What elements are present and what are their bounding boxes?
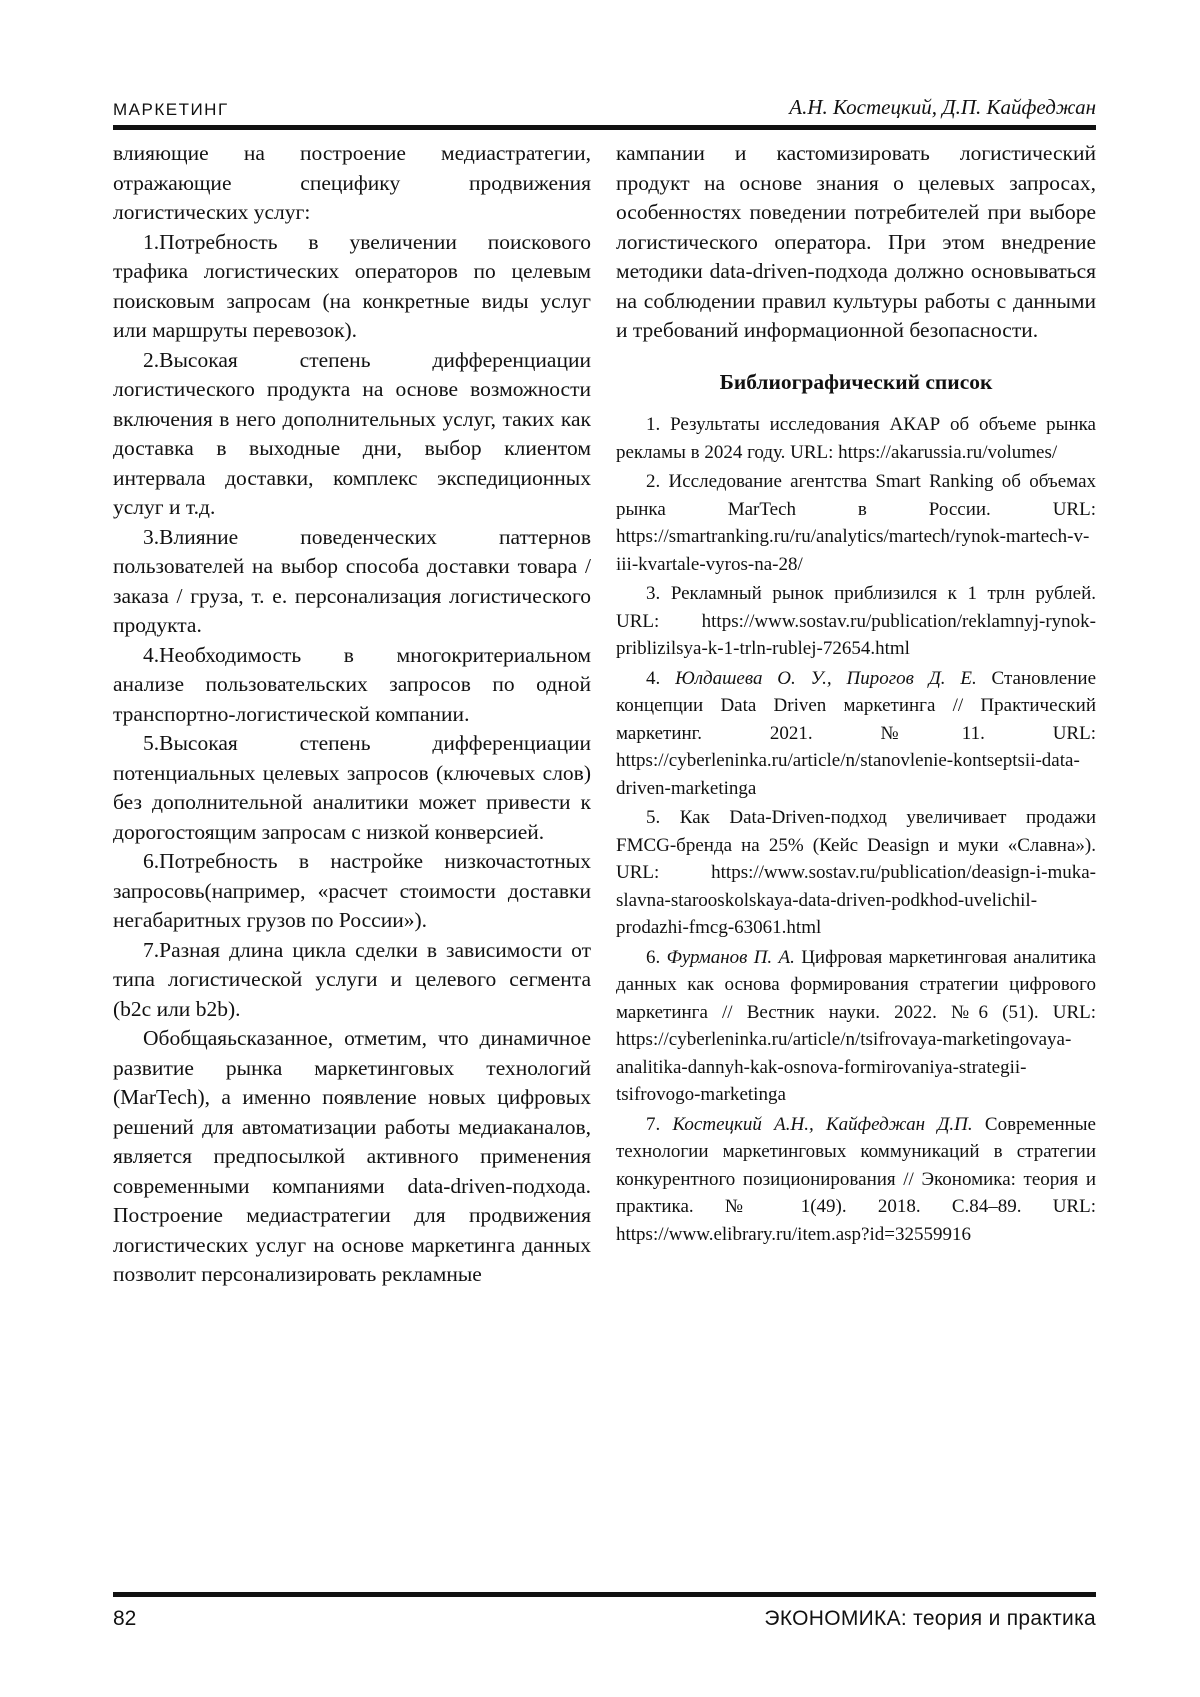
reference-number: 4. (646, 667, 661, 689)
list-item (113, 641, 591, 730)
journal-title: ЭКОНОМИКА: теория и практика (764, 1607, 1096, 1630)
list-text: Потребность в увеличении поискового трафика логистических операторов по целевым поисковым запросам (на конкретные виды услуг или маршруты перевозок). (113, 229, 591, 342)
reference-number: 2. (646, 471, 661, 492)
list-number: 3. (143, 524, 160, 549)
reference-list (616, 411, 1096, 1248)
list-item (113, 228, 591, 346)
reference-item (616, 468, 1096, 578)
left-column (113, 139, 591, 1290)
reference-item (616, 804, 1096, 942)
list-text: Потребность в настройке низкочастотных запросовь(например, «расчет стоимости доставки негабаритных грузов по России»). (113, 849, 591, 932)
reference-text: Становление концепции Data Driven маркетинга // Практический маркетинг. 2021. №11. URL: https://cyberleninka.ru/article/n/stanovlenie-kontseptsii-data-driven-marketinga (616, 667, 1097, 799)
list-item (113, 523, 591, 641)
list-number: 6. (143, 849, 160, 873)
running-header (113, 92, 1096, 130)
reference-text: Цифровая маркетинговая аналитика данных как основа формирования стратегии цифрового маркетинга // Вестник науки. 2022. №6 (51). URL: https://cyberleninka.ru/article/n/tsifrovaya-marketingovaya-analitika-dannyh-kak-osnova-formirovaniya-strategii-tsifrovogo-marketinga (616, 946, 1097, 1105)
reference-item (616, 411, 1096, 466)
running-footer (113, 1592, 1096, 1631)
list-text: Высокая степень дифференциации потенциальных целевых запросов (ключевых слов) без дополнительной аналитики может привести к дорогостоящим запросам с низкой конверсией. (113, 731, 591, 844)
reference-item (616, 944, 1096, 1109)
bibliography-title: Библиографический список (719, 369, 993, 394)
reference-author: Костецкий А.Н., Кайфеджан Д.П. (672, 1113, 973, 1135)
right-column (616, 139, 1096, 1250)
list-text: Влияние поведенческих паттернов пользователей на выбор способа доставки товара / заказа / груза, т. е. персонализация логистического продукта. (113, 524, 591, 637)
list-number: 7. (143, 937, 160, 962)
list-text: Высокая степень дифференциации логистического продукта на основе возможности включения в него дополнительных услуг, таких как доставка в выходные дни, выбор клиентом интервала доставки, комплекс экспедиционных услуг и т.д. (113, 347, 591, 519)
list-item (113, 729, 591, 847)
list-number: 4. (143, 642, 160, 667)
list-number: 2. (143, 347, 160, 372)
reference-author: Фурманов П. А. (666, 946, 795, 968)
reference-text: Как Data-Driven-подход увеличивает продажи FMCG-бренда на 25% (Кейс Deasign и муки «Славна»). URL: https://www.sostav.ru/publication/deasign-i-muka-slavna-starooskolskaya-data-driven-podkhod-uvelichil-prodazhi-fmcg-63061.html (616, 807, 1096, 938)
reference-number: 1. (646, 414, 661, 435)
list-number: 1. (143, 229, 160, 254)
reference-number: 3. (646, 583, 661, 604)
conclusion-paragraph: Обобщаяьсказанное, отметим, что динамичное развитие рынка маркетинговых технологий (MarTech), а именно появление новых цифровых решений для автоматизации работы медиаканалов, является предпосылкой активного применения современными компаниями data-driven-подхода. Построение медиастратегии для продвижения логистических услуг на основе маркетинга данных позволит персонализировать рекламные (113, 1026, 591, 1286)
list-text: Необходимость в многокритериальном анализе пользовательских запросов по одной транспортно-логистической компании. (113, 642, 591, 726)
intro-paragraph: влияющие на построение медиастратегии, отражающие специфику продвижения логистических услуг: (113, 141, 591, 224)
reference-number: 6. (646, 946, 661, 968)
reference-item (616, 580, 1096, 663)
footer-rule (113, 1592, 1096, 1597)
header-rule (113, 125, 1096, 130)
reference-text: Рекламный рынок приблизился к 1 трлн рублей. URL: https://www.sostav.ru/publication/reklamnyj-rynok-priblizilsya-k-1-trln-rublej-72654.html (616, 583, 1097, 659)
reference-item (616, 1111, 1096, 1249)
list-item (113, 847, 591, 936)
section-label: МАРКЕТИНГ (113, 100, 229, 119)
list-text: Разная длина цикла сделки в зависимости от типа логистической услуги и целевого сегмента (b2c или b2b). (113, 937, 591, 1021)
reference-item (616, 665, 1096, 803)
list-item (113, 346, 591, 523)
list-item (113, 936, 591, 1025)
reference-text: Результаты исследования АКАР об объеме рынка рекламы в 2024 году. URL: https://akarussia.ru/volumes/ (616, 414, 1096, 463)
page-number: 82 (113, 1607, 137, 1630)
reference-author: Юлдашева О. У., Пирогов Д. Е. (675, 667, 977, 689)
authors-label: А.Н. Костецкий, Д.П. Кайфеджан (789, 95, 1096, 119)
reference-number: 5. (646, 807, 661, 828)
continuation-paragraph: кампании и кастомизировать логистический продукт на основе знания о целевых запросах, особенностях поведении потребителей при выборе логистического оператора. При этом внедрение методики data-driven-подхода должно основываться на соблюдении правил культуры работы с данными и требований информационной безопасности. (616, 141, 1096, 342)
reference-text: Современные технологии маркетинговых коммуникаций в стратегии конкурентного позиционирования // Экономика: теория и практика. № 1(49). 2018. С.84–89. URL: https://www.elibrary.ru/item.asp?id=32559916 (616, 1113, 1096, 1245)
reference-text: Исследование агентства Smart Ranking об объемах рынка MarTech в России. URL: https://smartranking.ru/ru/analytics/martech/rynok-martech-v-iii-kvartale-vyros-na-28/ (616, 471, 1096, 575)
list-number: 5. (143, 731, 160, 755)
reference-number: 7. (646, 1113, 661, 1135)
